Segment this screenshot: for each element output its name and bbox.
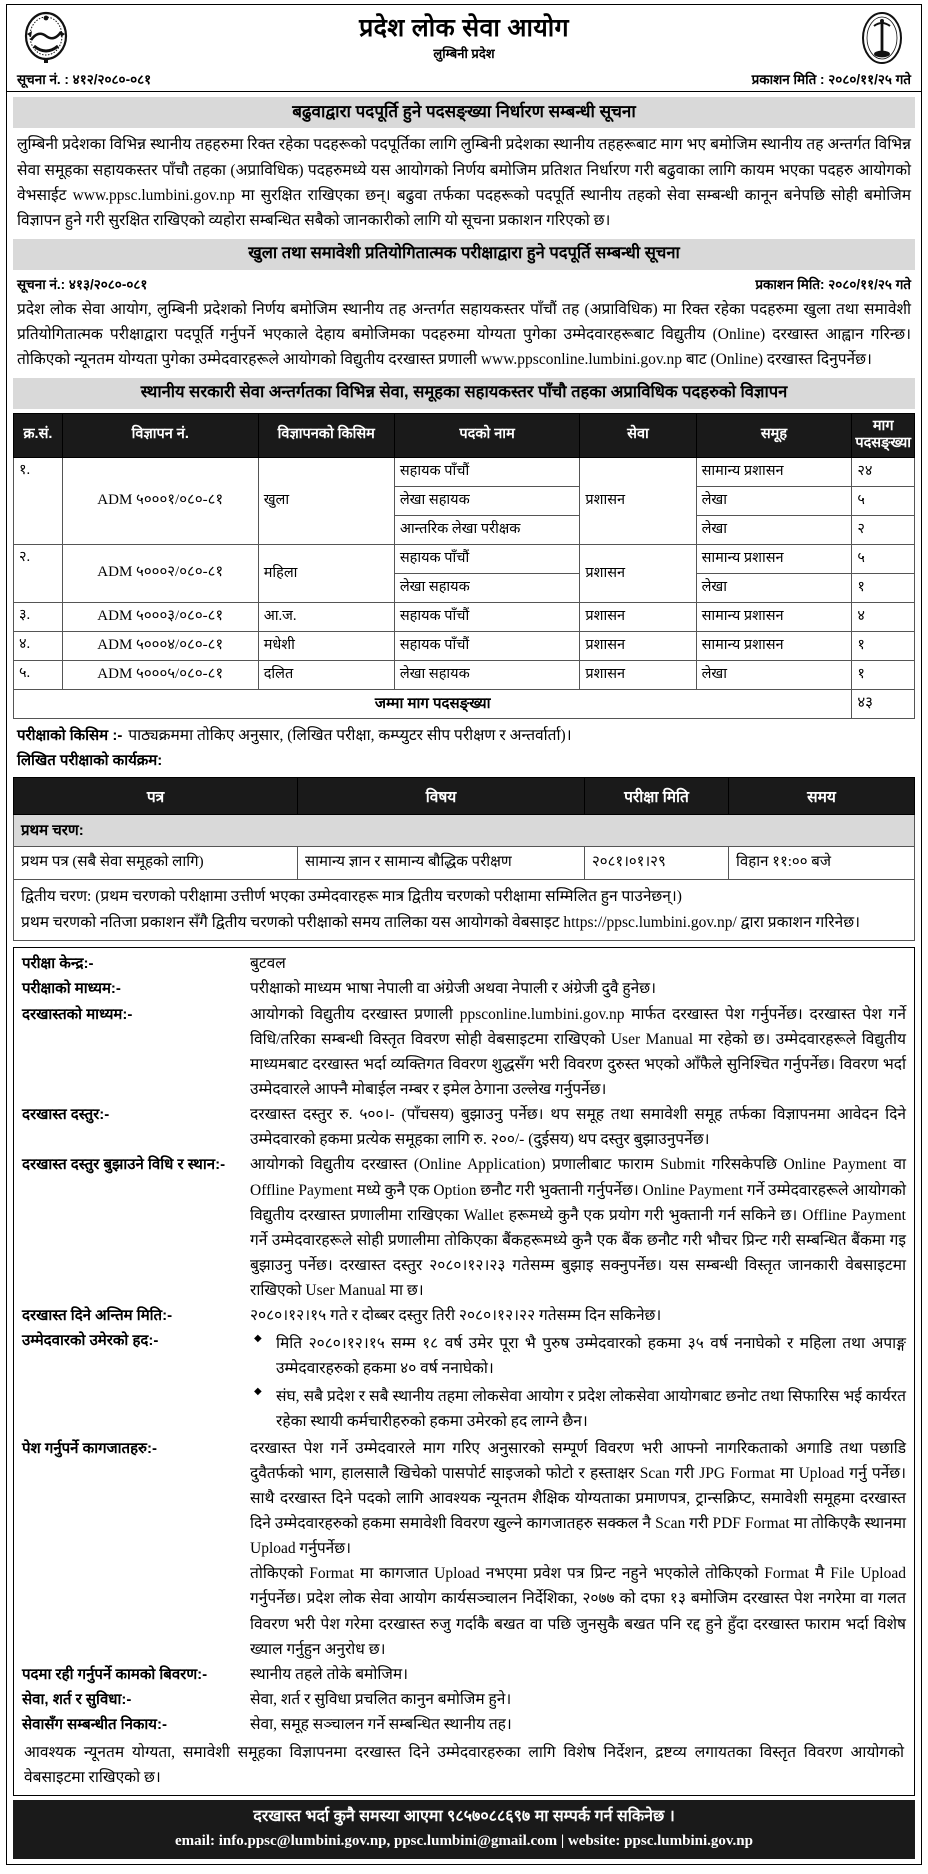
masthead [7, 5, 921, 69]
vacancy-table-header-row [14, 413, 915, 457]
schedule-heading-row [7, 749, 921, 777]
detail-text: सेवा, शर्त र सुविधा प्रचलित कानुन बमोजिम हुने। [250, 1691, 512, 1709]
detail-value [250, 976, 906, 1001]
paper-exam-date: २०८१।०१।२९ [585, 847, 729, 880]
cell-count: १ [852, 660, 915, 689]
phase1-label: प्रथम चरण: [14, 814, 915, 847]
cell-sn: १. [14, 457, 63, 544]
table-total-row [14, 689, 915, 718]
cell-post-name: सहायक पाँचौं [394, 544, 580, 573]
col-ad-type: विज्ञापनको किसिम [258, 413, 394, 457]
schedule-table-wrap [7, 777, 921, 942]
detail-bullet-list [250, 1331, 906, 1433]
schedule-row [14, 847, 915, 880]
notice1-body: लुम्बिनी प्रदेशका विभिन्न स्थानीय तहहरुमा रिक्त रहेका पदहरूको पदपूर्तिका लागि लुम्बिनी प्रदेशका स्थानीय तहहरूबाट माग भए बमोजिम स्थानीय तह अन्तर्गत विभिन्न सेवा समूहका सहायकस्तर पाँचौ तहका (अप्राविधिक) पदहरुमध्ये यस आयोगको निर्णय बमोजिम प्रतिशत निर्धारण गरी बढुवाका लागि कायम भएका पदहरु आयोगको वेभसाईट www.ppsc.lumbini.gov.np मा सुरक्षित राखिएका छन्। बढुवा तर्फका पदहरूको पदपूर्ति स्थानीय तहको सेवा सम्बन्धी कानून बनेपछि सोही बमोजिम विज्ञापन हुने गरी सुरक्षित राखिएको व्यहोरा सम्बन्धित सबैको जानकारीको लागि यो सूचना प्रकाशन गरिएको छ। [17, 136, 911, 229]
notice-meta-row [7, 69, 921, 92]
footer-contact-block [13, 1800, 915, 1859]
org-title-block [75, 14, 853, 63]
exam-type-label: परीक्षाको किसिम :- [17, 726, 123, 744]
cell-service: प्रशासन [580, 602, 696, 631]
detail-label: परीक्षा केन्द्र:- [22, 955, 94, 973]
detail-row [14, 1152, 914, 1303]
detail-text: स्थानीय तहले तोके बमोजिम। [250, 1665, 408, 1683]
cell-post-name: लेखा सहायक [394, 573, 580, 602]
notice2-banner: खुला तथा समावेशी प्रतियोगितात्मक परीक्षाद्वारा हुने पदपूर्ति सम्बन्धी सूचना [13, 239, 915, 270]
vacancy-notice-page [0, 4, 928, 1865]
cell-group: सामान्य प्रशासन [696, 457, 852, 486]
cell-ad-type: महिला [258, 544, 394, 602]
detail-value [250, 1152, 906, 1303]
schedule-note-row [14, 880, 915, 941]
cell-post-name: सहायक पाँचौं [394, 457, 580, 486]
cell-sn: ३. [14, 602, 63, 631]
cell-service: प्रशासन [580, 631, 696, 660]
cell-group: सामान्य प्रशासन [696, 544, 852, 573]
cell-post-name: लेखा सहायक [394, 486, 580, 515]
notice2-meta-row [7, 274, 921, 295]
cell-group: लेखा [696, 573, 852, 602]
cell-group: लेखा [696, 660, 852, 689]
exam-type-value: पाठ्यक्रममा तोकिए अनुसार, (लिखित परीक्षा, कम्प्युटर सीप परीक्षण र अन्तर्वार्ता)। [128, 726, 572, 744]
detail-value [250, 1002, 906, 1102]
cell-service: प्रशासन [580, 457, 696, 544]
detail-text: २०८०।१२।१५ गते र दोब्बर दस्तुर तिरी २०८०।१२।२२ गतेसम्म दिन सकिनेछ। [250, 1307, 662, 1325]
schedule-table-body [14, 814, 915, 941]
detail-label: सेवा, शर्त र सुविधा:- [22, 1691, 132, 1709]
detail-row [14, 1687, 914, 1712]
cell-post-name: सहायक पाँचौं [394, 602, 580, 631]
cell-ad-no: ADM ५०००४/०८०-८१ [62, 631, 258, 660]
publish-date: प्रकाशन मिति : २०८०/११/२५ गते [751, 72, 911, 87]
detail-row [14, 1002, 914, 1102]
detail-value [250, 1436, 906, 1662]
col-subject: विषय [298, 777, 585, 814]
cell-post-name: लेखा सहायक [394, 660, 580, 689]
cell-count: ४ [852, 602, 915, 631]
schedule-phase-row [14, 814, 915, 847]
detail-label: दरखास्त दस्तुर:- [22, 1106, 110, 1124]
detail-label: दरखास्त दिने अन्तिम मिति:- [22, 1307, 173, 1325]
detail-label: दरखास्तको माध्यम:- [22, 1005, 133, 1023]
notice2-publish-date: प्रकाशन मिति: २०८०/११/२५ गते [755, 276, 911, 292]
org-subtitle: लुम्बिनी प्रदेश [433, 46, 495, 62]
paper-subject: सामान्य ज्ञान र सामान्य बौद्धिक परीक्षण [298, 847, 585, 880]
detail-text: परीक्षाको माध्यम भाषा नेपाली वा अंग्रेजी अथवा नेपाली र अंग्रेजी दुवै हुनेछ। [250, 980, 656, 998]
detail-row [14, 976, 914, 1001]
phase2-note [14, 880, 915, 941]
detail-label: उम्मेदवारको उमेरको हद:- [22, 1332, 159, 1350]
detail-label: पदमा रही गर्नुपर्ने कामको बिवरण:- [22, 1665, 208, 1683]
cell-group: लेखा [696, 486, 852, 515]
table-row [14, 660, 915, 689]
cell-sn: ५. [14, 660, 63, 689]
footer-contact-line: दरखास्त भर्दा कुनै समस्या आएमा ९८५७०८८६९७ मा सम्पर्क गर्न सकिनेछ । [253, 1807, 675, 1825]
table-row [14, 544, 915, 573]
paper-name: प्रथम पत्र (सबै सेवा समूहको लागि) [14, 847, 298, 880]
detail-text: दरखास्त पेश गर्ने उम्मेदवारले माग गरिए अनुसारको सम्पूर्ण विवरण भरी आफ्नो नागरिकताको अगाडि तथा पछाडि दुवैतर्फको भाग, हालसालै खिचेको पासपोर्ट साइजको फोटो र हस्ताक्षर Scan गरी JPG Format मा Upload गर्नु पर्नेछ। साथै दरखास्त दिने पदको लागि आवश्यक न्यूनतम शैक्षिक योग्यताका प्रमाणपत्र, ट्रान्सक्रिप्ट, समावेशी समूहमा दरखास्त दिने उम्मेदवारहरुको हकमा समावेशी विवरण खुल्ने कागजातहरु सक्कल नै Scan गरी PDF Format मा तोकिएकै स्थानमा Upload गर्नुपर्नेछ। [250, 1439, 906, 1558]
table-row [14, 631, 915, 660]
col-count: माग पदसङ्ख्या [852, 413, 915, 457]
cell-group: लेखा [696, 515, 852, 544]
phase2-note-line2: प्रथम चरणको नतिजा प्रकाशन सँगै द्वितीय चरणको परीक्षाको समय तालिका यस आयोगको वेबसाइट https://ppsc.lumbini.gov.np/ द्वारा प्रकाशन गरिनेछ। [21, 913, 860, 931]
cell-ad-no: ADM ५०००२/०८०-८१ [62, 544, 258, 602]
col-sn: क्र.सं. [14, 413, 63, 457]
detail-text: आयोगको विद्युतीय दरखास्त (Online Application) प्रणालीबाट फाराम Submit गरिसकेपछि Online Payment वा Offline Payment मध्ये कुनै एक Option छनौट गरी भुक्तानी गर्नुपर्नेछ। Online Payment गर्ने उम्मेदवारहरूले आयोगको विद्युतीय दरखास्त प्रणालीमा राखिएका Wallet हरूमध्ये कुनै एक प्रयोग गरी भुक्तानी गर्न सकिने छ। Offline Payment गर्ने उम्मेदवारहरूले सोही प्रणालीमा तोकिएका बैंकहरूमध्ये कुनै एक बैंक छनौट गरी भौचर प्रिन्ट गरी सम्बन्धित बैंकमा गइ बुझाउनु पर्नेछ। दरखास्त दस्तुर २०८०।१२।२३ गतेसम्म बुझाइ सक्नुपर्नेछ। यस सम्बन्धी विस्तृत जानकारी वेबसाइटमा राखिएको User Manual मा छ। [250, 1156, 906, 1299]
cell-ad-type: दलित [258, 660, 394, 689]
list-item: ◆ संघ, सबै प्रदेश र सबै स्थानीय तहमा लोकसेवा आयोग र प्रदेश लोकसेवा आयोगबाट छनोट तथा सिफारिस भई कार्यरत रहेका स्थायी कर्मचारीहरुको हकमा उमेरको हद लाग्ने छैन। [250, 1384, 906, 1434]
cell-ad-type: मधेशी [258, 631, 394, 660]
list-item: ◆ मिति २०८०।१२।१५ सम्म १८ वर्ष उमेर पूरा भै पुरुष उम्मेदवारको हकमा ३५ वर्ष ननाघेको र महिला तथा अपाङ्ग उम्मेदवारहरुको हकमा ४० वर्ष ननाघेको। [250, 1331, 906, 1381]
vacancy-table-body [14, 457, 915, 718]
cell-ad-no: ADM ५०००१/०८०-८१ [62, 457, 258, 544]
cell-post-name: सहायक पाँचौं [394, 631, 580, 660]
cell-service: प्रशासन [580, 544, 696, 602]
table-row [14, 602, 915, 631]
schedule-table [13, 777, 915, 942]
cell-count: २ [852, 515, 915, 544]
col-paper: पत्र [14, 777, 298, 814]
notice1-banner: बढुवाद्वारा पदपूर्ति हुने पदसङ्ख्या निर्धारण सम्बन्धी सूचना [13, 97, 915, 128]
schedule-header-row [14, 777, 915, 814]
cell-count: २४ [852, 457, 915, 486]
vacancy-table [13, 413, 915, 719]
vacancy-table-wrap [7, 413, 921, 719]
paper-exam-time: विहान ११:०० बजे [729, 847, 915, 880]
detail-label: परीक्षाको माध्यम:- [22, 980, 121, 998]
detail-label: पेश गर्नुपर्ने कागजातहरु:- [22, 1439, 158, 1457]
exam-type-row [7, 719, 921, 750]
cell-count: ५ [852, 544, 915, 573]
cell-ad-type: खुला [258, 457, 394, 544]
footer-email-line: email: info.ppsc@lumbini.gov.np, ppsc.lumbini@gmail.com | website: ppsc.lumbini.gov.np [175, 1833, 753, 1850]
detail-text-secondary: तोकिएको Format मा कागजात Upload नभएमा प्रवेश पत्र प्रिन्ट नहुने भएकोले तोकिएको Format मै File Upload गर्नुपर्नेछ। प्रदेश लोक सेवा आयोग कार्यसञ्चालन निर्देशिका, २०७७ को दफा १३ बमोजिम दरखास्त पेश नगरेमा वा गलत विवरण भरी पेश गरेमा दरखास्त रुजु गर्दाकै बखत वा पछि जुनसुकै बखत पनि रद्द हुने हुँदा दरखास्त फाराम भर्दा विशेष ख्याल गर्नुहुन अनुरोध छ। [250, 1565, 906, 1658]
col-service: सेवा [580, 413, 696, 457]
cell-post-name: आन्तरिक लेखा परीक्षक [394, 515, 580, 544]
cell-ad-type: आ.ज. [258, 602, 394, 631]
detail-value [250, 1712, 906, 1737]
vacancy-banner: स्थानीय सरकारी सेवा अन्तर्गतका विभिन्न सेवा, समूहका सहायकस्तर पाँचौ तहका अप्राविधिक पदहरुको विज्ञापन [13, 378, 915, 409]
detail-row [14, 1303, 914, 1328]
col-exam-time: समय [729, 777, 915, 814]
detail-row [14, 1436, 914, 1662]
detail-label: सेवासँग सम्बन्धीत निकाय:- [22, 1716, 167, 1734]
cell-sn: ४. [14, 631, 63, 660]
total-value: ४३ [852, 689, 915, 718]
cell-service: प्रशासन [580, 660, 696, 689]
col-post: पदको नाम [394, 413, 580, 457]
nepal-government-emblem-icon [17, 9, 75, 67]
detail-text: सेवा, समूह सञ्चालन गर्ने सम्बन्धित स्थानीय तह। [250, 1716, 512, 1734]
cell-group: सामान्य प्रशासन [696, 602, 852, 631]
ppsc-lumbini-seal-icon [853, 9, 911, 67]
notice2-body: प्रदेश लोक सेवा आयोग, लुम्बिनी प्रदेशको निर्णय बमोजिम स्थानीय तह अन्तर्गत सहायकस्तर पाँचौं तह (अप्राविधिक) मा रिक्त रहेका पदहरुमा खुला तथा समावेशी प्रतियोगितात्मक परीक्षाद्वारा पदपूर्ति गर्नुपर्ने भएकाले देहाय बमोजिमका पदहरुमा योग्यता पुगेका उम्मेदवारहरूबाट विद्युतीय (Online) दरखास्त आह्वान गरिन्छ। तोकिएको न्यूनतम योग्यता पुगेका उम्मेदवारहरूले आयोगको विद्युतीय दरखास्त प्रणाली www.ppsconline.lumbini.gov.np बाट (Online) दरखास्त दिनुपर्नेछ। [17, 300, 911, 368]
detail-text: आयोगको विद्युतीय दरखास्त प्रणाली ppsconline.lumbini.gov.np मार्फत दरखास्त पेश गर्नुपर्नेछ। दरखास्त पेश गर्ने विधि/तरिका सम्बन्धी विस्तृत विवरण सोही वेबसाइटमा राखिएको User Manual मा रहेको छ। उम्मेदवारहरूले विद्युतीय माध्यमबाट दरखास्त भर्दा व्यक्तिगत विवरण शुद्धसँग भरी विवरण दुरुस्त भएको आँफैले सुनिश्चित गर्नुपर्नेछ। विवरण भर्दा उम्मेदवारले आफ्नै मोबाईल नम्बर र इमेल ठेगाना उल्लेख गर्नुपर्नेछ। [250, 1005, 906, 1099]
detail-row [14, 1712, 914, 1737]
detail-label: दरखास्त दस्तुर बुझाउने विधि र स्थान:- [22, 1156, 226, 1174]
detail-row [14, 1102, 914, 1152]
total-label: जम्मा माग पदसङ्ख्या [14, 689, 852, 718]
cell-count: ५ [852, 486, 915, 515]
detail-value [250, 1662, 906, 1687]
col-ad-no: विज्ञापन नं. [62, 413, 258, 457]
detail-value [250, 951, 906, 976]
cell-sn: २. [14, 544, 63, 602]
table-row [14, 457, 915, 486]
detail-row [14, 1328, 914, 1435]
cell-ad-no: ADM ५०००३/०८०-८१ [62, 602, 258, 631]
details-block [13, 947, 915, 1796]
phase2-note-line1: द्वितीय चरण: (प्रथम चरणको परीक्षामा उत्तीर्ण भएका उम्मेदवारहरू मात्र द्वितीय चरणको परीक्षामा सम्मिलित हुन पाउनेछन्।) [21, 888, 682, 906]
detail-value [250, 1328, 906, 1435]
detail-value [250, 1303, 906, 1328]
cell-ad-no: ADM ५०००५/०८०-८१ [62, 660, 258, 689]
detail-text: बुटवल [250, 955, 286, 973]
cell-count: १ [852, 631, 915, 660]
detail-value [250, 1687, 906, 1712]
details-footnote: आवश्यक न्यूनतम योग्यता, समावेशी समूहका विज्ञापनमा दरखास्त दिने उम्मेदवारहरुका लागि विशेष निर्देशन, द्रष्टव्य लगायतका विस्तृत विवरण आयोगको वेबसाइटमा राखिएको छ। [24, 1743, 904, 1786]
col-exam-date: परीक्षा मिति [585, 777, 729, 814]
col-group: समूह [696, 413, 852, 457]
page-title: प्रदेश लोक सेवा आयोग [359, 13, 569, 42]
notice-border [6, 4, 922, 1865]
schedule-heading: लिखित परीक्षाको कार्यक्रम: [17, 752, 163, 770]
cell-group: सामान्य प्रशासन [696, 631, 852, 660]
notice2-number: सूचना नं.: ४१३/२०८०-०८१ [17, 276, 148, 292]
cell-count: १ [852, 573, 915, 602]
detail-row [14, 951, 914, 976]
detail-text: दरखास्त दस्तुर रु. ५००।- (पाँचसय) बुझाउनु पर्नेछ। थप समूह तथा समावेशी समूह तर्फका विज्ञापनमा आवेदन दिने उम्मेदवारको हकमा प्रत्येक समूहका लागि रु. २००/- (दुईसय) थप दस्तुर बुझाउनुपर्नेछ। [250, 1106, 906, 1149]
notice-number: सूचना नं. : ४१२/२०८०-०८१ [17, 72, 152, 87]
detail-row [14, 1662, 914, 1687]
detail-value [250, 1102, 906, 1152]
